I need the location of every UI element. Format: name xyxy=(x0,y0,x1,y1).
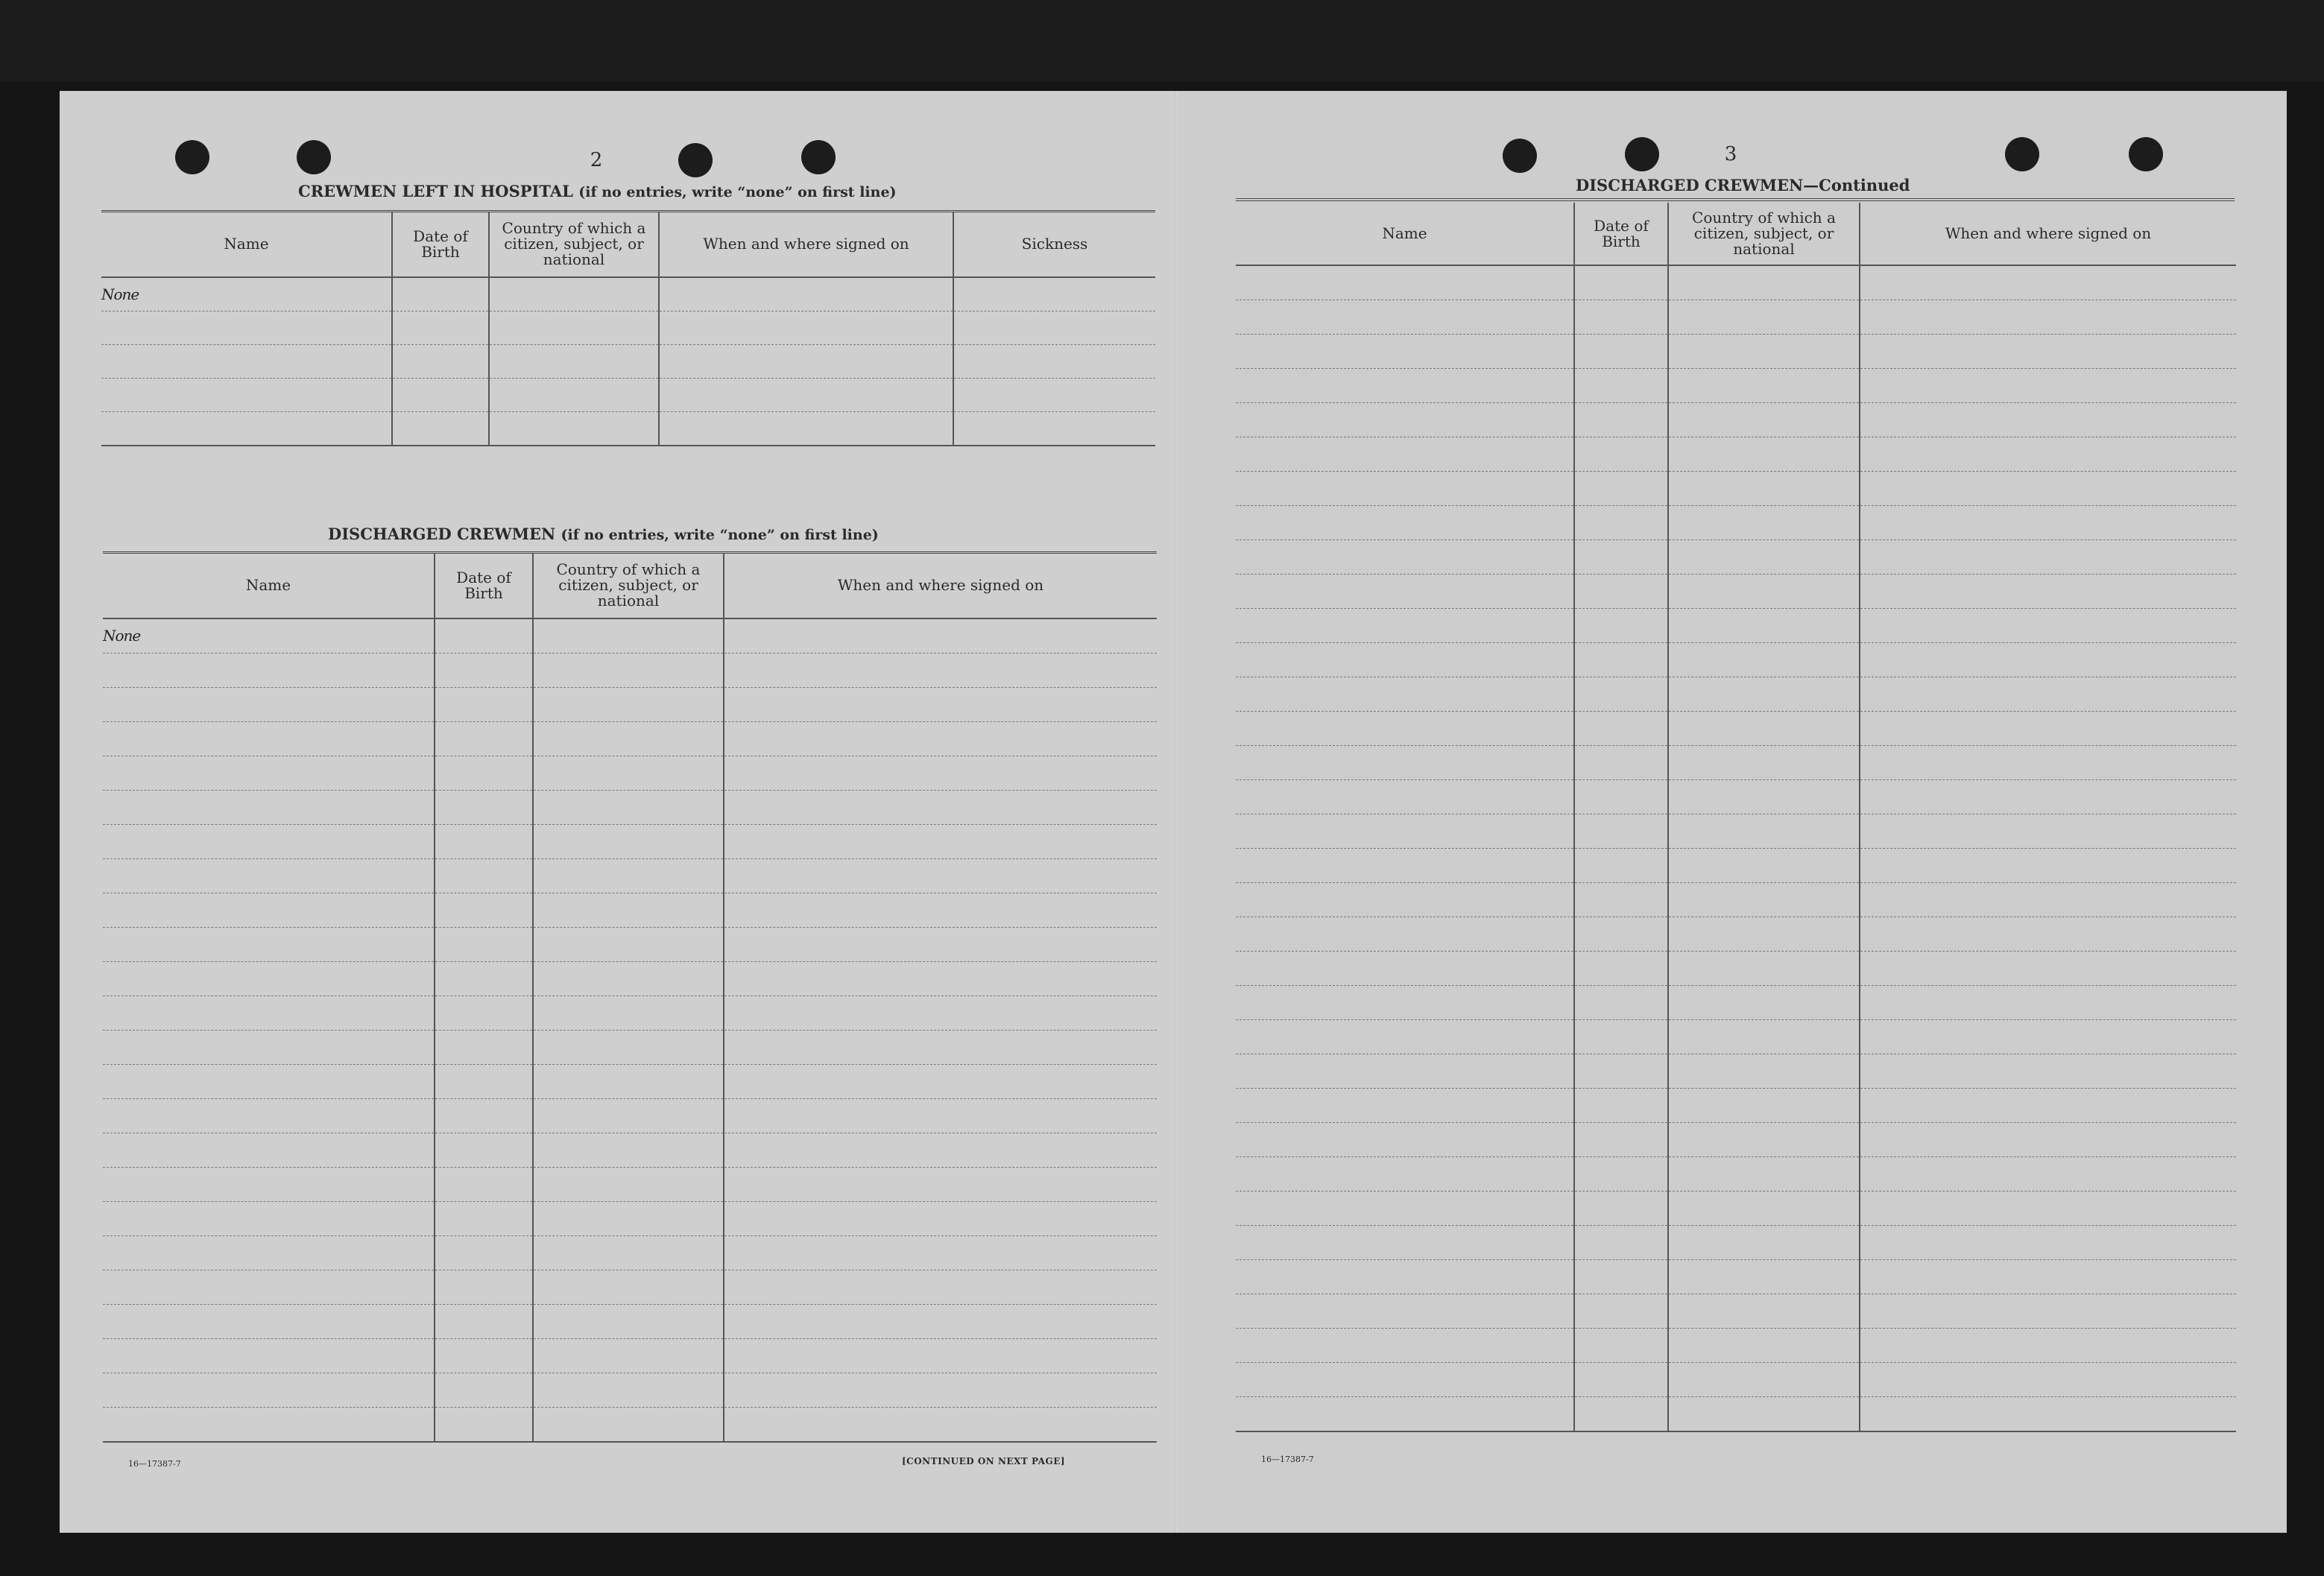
table-row xyxy=(101,277,1155,311)
table-row xyxy=(1236,1294,2236,1329)
hospital-title-bold: CREWMEN LEFT IN HOSPITAL xyxy=(298,182,573,200)
table-row xyxy=(103,1407,1157,1442)
table-row xyxy=(1236,369,2236,403)
table-row xyxy=(1236,643,2236,677)
table-row xyxy=(103,858,1157,893)
table-row xyxy=(103,927,1157,961)
table-row xyxy=(1236,265,2236,300)
col-header-name: Name xyxy=(103,553,435,618)
discharged-title-note: (if no entries, write “none” on first line) xyxy=(561,527,879,543)
page-number: 2 xyxy=(590,149,603,171)
discharged-table xyxy=(103,551,1157,1443)
hospital-section-title xyxy=(298,182,897,200)
handwritten-entry: None xyxy=(103,618,435,653)
table-row xyxy=(103,1304,1157,1338)
table-row xyxy=(1236,506,2236,540)
table-row xyxy=(103,618,1157,653)
col-header-signed-on: When and where signed on xyxy=(1860,203,2236,265)
table-row xyxy=(103,1270,1157,1304)
table-row xyxy=(103,1235,1157,1270)
table-row xyxy=(103,961,1157,996)
table-row xyxy=(1236,575,2236,609)
right-page xyxy=(1178,91,2287,1533)
table-row xyxy=(1236,335,2236,369)
form-code: 16—17387-7 xyxy=(1261,1455,1314,1464)
table-row xyxy=(1236,1397,2236,1432)
col-header-name: Name xyxy=(1236,203,1574,265)
table-row xyxy=(1236,1089,2236,1123)
col-header-country: Country of which a citizen, subject, or national xyxy=(1668,203,1860,265)
table-row xyxy=(1236,1054,2236,1089)
hospital-title-note: (if no entries, write “none” on first line) xyxy=(578,184,897,200)
punch-hole xyxy=(297,140,331,174)
table-row xyxy=(1236,677,2236,712)
table-row xyxy=(1236,472,2236,506)
table-row xyxy=(1236,437,2236,472)
table-row xyxy=(103,1373,1157,1407)
col-header-signed-on: When and where signed on xyxy=(659,212,953,277)
table-row xyxy=(103,721,1157,756)
punch-hole xyxy=(175,140,209,174)
table-row xyxy=(1236,1363,2236,1397)
discharged-section-title xyxy=(328,525,879,543)
table-row xyxy=(1236,1157,2236,1192)
punch-hole xyxy=(678,143,713,177)
col-header-date-of-birth: Date of Birth xyxy=(435,553,533,618)
table-row xyxy=(1236,883,2236,917)
discharged-continued-table xyxy=(1236,203,2236,1432)
col-header-sickness: Sickness xyxy=(953,212,1155,277)
table-row xyxy=(103,1030,1157,1064)
punch-hole xyxy=(2129,137,2163,171)
table-row xyxy=(103,756,1157,790)
punch-hole xyxy=(1503,139,1537,173)
table-row xyxy=(1236,1020,2236,1054)
table-row xyxy=(103,824,1157,858)
table-row xyxy=(1236,540,2236,575)
page-number: 3 xyxy=(1724,143,1737,165)
table-row xyxy=(101,311,1155,344)
table-row xyxy=(1236,403,2236,437)
table-row xyxy=(1236,1192,2236,1226)
table-row xyxy=(1236,917,2236,952)
table-row xyxy=(103,1338,1157,1373)
table-row xyxy=(103,1167,1157,1201)
table-row xyxy=(1236,300,2236,335)
hospital-table xyxy=(101,210,1155,446)
col-header-country: Country of which a citizen, subject, or national xyxy=(533,553,724,618)
table-row xyxy=(1236,712,2236,746)
table-row xyxy=(103,893,1157,927)
table-row xyxy=(103,1064,1157,1098)
table-row xyxy=(1236,1123,2236,1157)
col-header-date-of-birth: Date of Birth xyxy=(1574,203,1668,265)
punch-hole xyxy=(2005,137,2039,171)
table-row xyxy=(103,687,1157,721)
top-rule xyxy=(1236,198,2235,201)
table-row xyxy=(1236,780,2236,814)
continued-note: [CONTINUED ON NEXT PAGE] xyxy=(902,1456,1066,1466)
table-row xyxy=(103,1201,1157,1235)
table-row xyxy=(101,411,1155,446)
table-row xyxy=(1236,849,2236,883)
table-row xyxy=(1236,609,2236,643)
table-row xyxy=(103,653,1157,687)
table-row xyxy=(1236,746,2236,780)
table-row xyxy=(103,1098,1157,1133)
table-row xyxy=(1236,1329,2236,1363)
table-row xyxy=(1236,814,2236,849)
col-header-name: Name xyxy=(101,212,392,277)
table-row xyxy=(1236,986,2236,1020)
punch-hole xyxy=(801,140,836,174)
table-row xyxy=(1236,1226,2236,1260)
table-row xyxy=(101,344,1155,378)
left-page xyxy=(60,91,1178,1533)
table-row xyxy=(1236,1260,2236,1294)
table-row xyxy=(103,996,1157,1030)
table-row xyxy=(1236,952,2236,986)
col-header-signed-on: When and where signed on xyxy=(724,553,1157,618)
col-header-date-of-birth: Date of Birth xyxy=(392,212,489,277)
col-header-country: Country of which a citizen, subject, or national xyxy=(489,212,659,277)
discharged-title-bold: DISCHARGED CREWMEN xyxy=(328,525,556,543)
discharged-continued-title: DISCHARGED CREWMEN—Continued xyxy=(1576,176,1910,194)
punch-hole xyxy=(1625,137,1659,171)
handwritten-entry: None xyxy=(101,277,392,311)
form-code: 16—17387-7 xyxy=(128,1459,181,1469)
table-row xyxy=(103,1133,1157,1167)
table-row xyxy=(101,378,1155,411)
table-row xyxy=(103,790,1157,824)
